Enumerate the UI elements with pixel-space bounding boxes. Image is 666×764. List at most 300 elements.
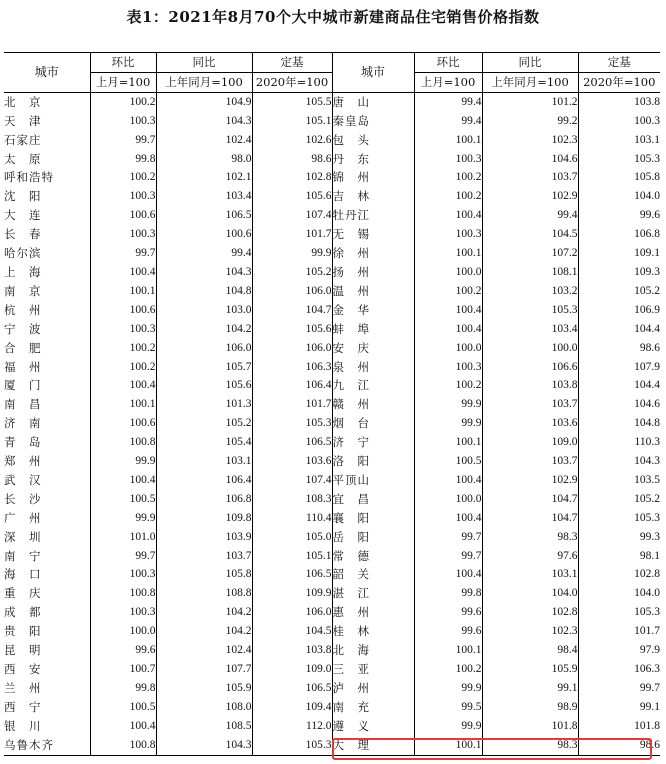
left-base-cell: 106.5 (252, 679, 332, 698)
left-city-cell: 厦 门 (4, 378, 42, 393)
right-base-cell: 109.1 (578, 244, 660, 263)
left-city-cell: 成 都 (4, 605, 42, 620)
right-base-cell: 101.7 (578, 622, 660, 641)
right-mom-cell: 100.4 (414, 301, 482, 320)
left-base-cell: 107.4 (252, 471, 332, 490)
table-row (4, 641, 660, 660)
yoy-subheader-left: 上年同月=100 (156, 72, 252, 92)
left-mom-cell: 100.3 (90, 565, 156, 584)
table-row (4, 414, 660, 433)
table-row (4, 584, 660, 603)
table-row (4, 490, 660, 509)
right-yoy-cell: 102.9 (482, 187, 578, 206)
left-yoy-cell: 108.0 (156, 698, 252, 717)
left-mom-cell: 100.7 (90, 660, 156, 679)
left-base-cell: 105.3 (252, 736, 332, 755)
right-base-cell: 109.3 (578, 263, 660, 282)
left-base-cell: 106.3 (252, 358, 332, 377)
left-yoy-cell: 99.4 (156, 244, 252, 263)
right-mom-cell: 100.1 (414, 131, 482, 150)
city-column-header-left: 城市 (4, 53, 90, 93)
table-title: 表1：2021年8月70个大中城市新建商品住宅销售价格指数 (126, 8, 540, 26)
right-base-cell: 99.6 (578, 206, 660, 225)
right-mom-cell: 100.4 (414, 471, 482, 490)
right-yoy-cell: 103.7 (482, 395, 578, 414)
right-yoy-cell: 102.8 (482, 603, 578, 622)
right-city-cell: 温 州 (332, 282, 414, 301)
table-row (4, 565, 660, 584)
right-yoy-cell: 103.1 (482, 565, 578, 584)
left-base-cell: 106.0 (252, 339, 332, 358)
left-yoy-cell: 103.7 (156, 547, 252, 566)
right-base-cell: 99.1 (578, 698, 660, 717)
right-city-cell: 扬 州 (332, 263, 414, 282)
right-base-cell: 104.0 (578, 187, 660, 206)
table-row (4, 679, 660, 698)
right-base-cell: 100.3 (578, 112, 660, 131)
left-mom-cell: 100.3 (90, 603, 156, 622)
left-base-cell: 101.7 (252, 395, 332, 414)
left-mom-cell: 100.4 (90, 263, 156, 282)
right-city-cell: 三 亚 (332, 660, 414, 679)
table-row (4, 660, 660, 679)
left-city-cell: 贵 阳 (4, 624, 42, 639)
left-base-cell: 106.0 (252, 603, 332, 622)
right-city-cell: 赣 州 (332, 395, 414, 414)
left-city-cell: 南 昌 (4, 397, 42, 412)
right-mom-cell: 100.2 (414, 282, 482, 301)
right-base-cell: 98.6 (578, 736, 660, 755)
right-mom-cell: 100.0 (414, 263, 482, 282)
right-base-cell: 105.3 (578, 150, 660, 169)
left-mom-cell: 100.6 (90, 301, 156, 320)
left-yoy-cell: 105.4 (156, 433, 252, 452)
right-city-cell: 徐 州 (332, 244, 414, 263)
left-city-cell: 昆 明 (4, 643, 42, 658)
left-yoy-cell: 106.5 (156, 206, 252, 225)
table-row (4, 622, 660, 641)
left-base-cell: 102.8 (252, 168, 332, 187)
left-yoy-cell: 105.8 (156, 565, 252, 584)
right-mom-cell: 100.1 (414, 736, 482, 755)
right-mom-cell: 100.0 (414, 490, 482, 509)
right-base-cell: 99.3 (578, 528, 660, 547)
table-row (4, 358, 660, 377)
left-base-cell: 103.8 (252, 641, 332, 660)
right-city-cell: 泸 州 (332, 679, 414, 698)
right-yoy-cell: 103.7 (482, 168, 578, 187)
table-row (4, 187, 660, 206)
left-mom-cell: 101.0 (90, 528, 156, 547)
left-mom-cell: 100.4 (90, 471, 156, 490)
right-mom-cell: 100.2 (414, 168, 482, 187)
left-base-cell: 112.0 (252, 717, 332, 736)
left-city-cell: 南 宁 (4, 548, 42, 563)
right-base-cell: 106.8 (578, 225, 660, 244)
right-mom-cell: 99.8 (414, 584, 482, 603)
right-city-cell: 桂 林 (332, 622, 414, 641)
right-city-cell: 安 庆 (332, 339, 414, 358)
right-base-cell: 104.3 (578, 452, 660, 471)
left-base-cell: 106.0 (252, 282, 332, 301)
left-mom-cell: 100.3 (90, 225, 156, 244)
left-mom-cell: 99.7 (90, 547, 156, 566)
left-yoy-cell: 104.2 (156, 622, 252, 641)
left-mom-cell: 99.7 (90, 244, 156, 263)
table-row (4, 471, 660, 490)
right-yoy-cell: 103.7 (482, 452, 578, 471)
right-yoy-cell: 104.7 (482, 490, 578, 509)
right-city-cell: 无 锡 (332, 225, 414, 244)
left-mom-cell: 100.5 (90, 698, 156, 717)
left-yoy-cell: 106.8 (156, 490, 252, 509)
left-mom-cell: 100.0 (90, 622, 156, 641)
left-yoy-cell: 103.0 (156, 301, 252, 320)
left-yoy-cell: 103.9 (156, 528, 252, 547)
left-yoy-cell: 102.4 (156, 131, 252, 150)
right-city-cell: 南 充 (332, 698, 414, 717)
left-mom-cell: 100.2 (90, 168, 156, 187)
right-mom-cell: 99.6 (414, 603, 482, 622)
left-base-cell: 104.5 (252, 622, 332, 641)
right-mom-cell: 99.7 (414, 547, 482, 566)
left-mom-cell: 99.6 (90, 641, 156, 660)
table-row (4, 509, 660, 528)
left-city-cell: 乌鲁木齐 (4, 736, 90, 755)
left-base-cell: 105.6 (252, 187, 332, 206)
right-yoy-cell: 100.0 (482, 339, 578, 358)
right-base-cell: 105.8 (578, 168, 660, 187)
table-row (4, 547, 660, 566)
left-city-cell: 重 庆 (4, 586, 42, 601)
right-yoy-cell: 102.3 (482, 131, 578, 150)
left-yoy-cell: 104.9 (156, 92, 252, 111)
table-row (4, 225, 660, 244)
right-mom-cell: 100.2 (414, 187, 482, 206)
right-base-cell: 103.5 (578, 471, 660, 490)
table-row (4, 603, 660, 622)
right-city-cell: 惠 州 (332, 603, 414, 622)
right-city-cell: 锦 州 (332, 168, 414, 187)
left-mom-cell: 100.8 (90, 433, 156, 452)
left-base-cell: 105.0 (252, 528, 332, 547)
right-city-cell: 遵 义 (332, 717, 414, 736)
left-mom-cell: 100.6 (90, 206, 156, 225)
right-base-cell: 105.3 (578, 509, 660, 528)
right-mom-cell: 99.4 (414, 112, 482, 131)
left-yoy-cell: 104.3 (156, 736, 252, 755)
city-column-header-right: 城市 (332, 53, 414, 93)
left-yoy-cell: 101.3 (156, 395, 252, 414)
left-base-cell: 102.6 (252, 131, 332, 150)
right-yoy-cell: 99.1 (482, 679, 578, 698)
table-row (4, 282, 660, 301)
left-yoy-cell: 102.4 (156, 641, 252, 660)
left-mom-cell: 100.8 (90, 584, 156, 603)
table-row (4, 150, 660, 169)
left-mom-cell: 100.6 (90, 414, 156, 433)
right-base-cell: 104.4 (578, 376, 660, 395)
left-mom-cell: 100.4 (90, 376, 156, 395)
left-base-cell: 109.4 (252, 698, 332, 717)
right-yoy-cell: 104.0 (482, 584, 578, 603)
right-yoy-cell: 98.3 (482, 736, 578, 755)
right-mom-cell: 100.3 (414, 358, 482, 377)
left-base-cell: 105.6 (252, 320, 332, 339)
left-city-cell: 长 沙 (4, 491, 42, 506)
right-yoy-cell: 109.0 (482, 433, 578, 452)
right-mom-cell: 100.1 (414, 433, 482, 452)
left-yoy-cell: 106.4 (156, 471, 252, 490)
table-row (4, 736, 660, 755)
right-yoy-cell: 98.3 (482, 528, 578, 547)
right-yoy-cell: 103.8 (482, 376, 578, 395)
left-yoy-cell: 103.1 (156, 452, 252, 471)
left-city-cell: 兰 州 (4, 680, 42, 695)
right-city-cell: 宜 昌 (332, 490, 414, 509)
table-row (4, 301, 660, 320)
left-city-cell: 沈 阳 (4, 189, 42, 204)
right-yoy-cell: 105.3 (482, 301, 578, 320)
right-mom-cell: 100.0 (414, 339, 482, 358)
left-city-cell: 呼和浩特 (4, 170, 54, 185)
left-city-cell: 南 京 (4, 283, 42, 298)
left-yoy-cell: 104.2 (156, 603, 252, 622)
left-yoy-cell: 104.2 (156, 320, 252, 339)
left-yoy-cell: 105.9 (156, 679, 252, 698)
table-row (4, 339, 660, 358)
right-base-cell: 104.0 (578, 584, 660, 603)
left-mom-cell: 99.8 (90, 150, 156, 169)
right-mom-cell: 100.4 (414, 206, 482, 225)
table-row (4, 717, 660, 736)
left-yoy-cell: 104.3 (156, 112, 252, 131)
right-yoy-cell: 105.9 (482, 660, 578, 679)
left-city-cell: 西 宁 (4, 699, 42, 714)
right-city-cell: 洛 阳 (332, 452, 414, 471)
right-city-cell: 泉 州 (332, 358, 414, 377)
right-base-cell: 106.3 (578, 660, 660, 679)
left-city-cell: 郑 州 (4, 454, 42, 469)
left-base-cell: 108.3 (252, 490, 332, 509)
right-city-cell: 常 德 (332, 547, 414, 566)
left-mom-cell: 100.2 (90, 92, 156, 111)
right-yoy-cell: 102.3 (482, 622, 578, 641)
left-city-cell: 天 津 (4, 113, 42, 128)
right-city-cell: 济 宁 (332, 433, 414, 452)
right-city-cell: 包 头 (332, 131, 414, 150)
table-row (4, 433, 660, 452)
mom-subheader-right: 上月=100 (414, 72, 482, 92)
left-yoy-cell: 103.4 (156, 187, 252, 206)
right-base-cell: 105.2 (578, 282, 660, 301)
left-yoy-cell: 105.7 (156, 358, 252, 377)
left-base-cell: 107.4 (252, 206, 332, 225)
left-mom-cell: 100.3 (90, 320, 156, 339)
left-base-cell: 101.7 (252, 225, 332, 244)
right-base-cell: 103.8 (578, 92, 660, 111)
left-city-cell: 银 川 (4, 718, 42, 733)
right-mom-cell: 100.1 (414, 641, 482, 660)
left-base-cell: 109.9 (252, 584, 332, 603)
left-base-cell: 104.7 (252, 301, 332, 320)
left-city-cell: 西 安 (4, 662, 42, 676)
right-city-cell: 北 海 (332, 641, 414, 660)
left-mom-cell: 100.1 (90, 282, 156, 301)
left-yoy-cell: 98.0 (156, 150, 252, 169)
left-mom-cell: 100.2 (90, 339, 156, 358)
right-city-cell: 烟 台 (332, 414, 414, 433)
mom-column-header-left: 环比 (90, 53, 156, 73)
left-yoy-cell: 106.0 (156, 339, 252, 358)
right-city-cell: 吉 林 (332, 187, 414, 206)
left-mom-cell: 99.9 (90, 452, 156, 471)
left-mom-cell: 100.5 (90, 490, 156, 509)
left-yoy-cell: 104.8 (156, 282, 252, 301)
left-base-cell: 105.5 (252, 92, 332, 111)
right-mom-cell: 99.7 (414, 528, 482, 547)
yoy-subheader-right: 上年同月=100 (482, 72, 578, 92)
right-base-cell: 110.3 (578, 433, 660, 452)
mom-subheader-left: 上月=100 (90, 72, 156, 92)
left-mom-cell: 100.4 (90, 717, 156, 736)
right-yoy-cell: 98.4 (482, 641, 578, 660)
table-row (4, 112, 660, 131)
left-yoy-cell: 108.5 (156, 717, 252, 736)
left-base-cell: 106.4 (252, 376, 332, 395)
right-mom-cell: 99.9 (414, 717, 482, 736)
left-city-cell: 深 圳 (4, 529, 42, 544)
right-yoy-cell: 101.2 (482, 92, 578, 111)
left-base-cell: 109.0 (252, 660, 332, 679)
right-base-cell: 98.6 (578, 339, 660, 358)
table-row (4, 698, 660, 717)
right-base-cell: 105.3 (578, 603, 660, 622)
left-city-cell: 广 州 (4, 510, 42, 525)
right-base-cell: 101.8 (578, 717, 660, 736)
right-city-cell: 唐 山 (332, 92, 414, 111)
right-yoy-cell: 104.7 (482, 509, 578, 528)
right-city-cell: 岳 阳 (332, 528, 414, 547)
base-subheader-right: 2020年=100 (578, 72, 660, 92)
right-base-cell: 104.8 (578, 414, 660, 433)
right-mom-cell: 100.2 (414, 376, 482, 395)
right-base-cell: 106.9 (578, 301, 660, 320)
right-yoy-cell: 103.6 (482, 414, 578, 433)
right-city-cell: 襄 阳 (332, 509, 414, 528)
left-city-cell: 大 连 (4, 208, 42, 223)
left-city-cell: 合 肥 (4, 340, 42, 355)
right-yoy-cell: 98.9 (482, 698, 578, 717)
mom-column-header-right: 环比 (414, 53, 482, 73)
right-yoy-cell: 101.8 (482, 717, 578, 736)
left-yoy-cell: 102.1 (156, 168, 252, 187)
table-row (4, 528, 660, 547)
right-mom-cell: 99.9 (414, 679, 482, 698)
right-yoy-cell: 104.6 (482, 150, 578, 169)
left-city-cell: 海 口 (4, 567, 42, 582)
left-city-cell: 长 春 (4, 227, 42, 242)
left-city-cell: 哈尔滨 (4, 246, 42, 261)
left-base-cell: 105.3 (252, 414, 332, 433)
yoy-column-header-left: 同比 (156, 53, 252, 73)
left-base-cell: 106.5 (252, 433, 332, 452)
right-yoy-cell: 107.2 (482, 244, 578, 263)
right-yoy-cell: 103.2 (482, 282, 578, 301)
left-yoy-cell: 100.6 (156, 225, 252, 244)
table-row (4, 376, 660, 395)
right-mom-cell: 100.4 (414, 320, 482, 339)
left-mom-cell: 100.3 (90, 187, 156, 206)
right-mom-cell: 100.4 (414, 509, 482, 528)
left-city-cell: 上 海 (4, 264, 42, 279)
left-mom-cell: 100.2 (90, 358, 156, 377)
left-city-cell: 济 南 (4, 416, 42, 431)
left-city-cell: 北 京 (4, 94, 42, 109)
left-yoy-cell: 104.3 (156, 263, 252, 282)
right-yoy-cell: 99.4 (482, 206, 578, 225)
left-base-cell: 99.9 (252, 244, 332, 263)
table-row (4, 244, 660, 263)
table-row (4, 206, 660, 225)
right-yoy-cell: 99.2 (482, 112, 578, 131)
right-base-cell: 99.7 (578, 679, 660, 698)
price-index-table (4, 52, 660, 756)
left-yoy-cell: 107.7 (156, 660, 252, 679)
table-row (4, 395, 660, 414)
right-yoy-cell: 102.9 (482, 471, 578, 490)
left-base-cell: 106.5 (252, 565, 332, 584)
right-mom-cell: 99.9 (414, 395, 482, 414)
left-city-cell: 武 汉 (4, 472, 42, 487)
right-city-cell: 平顶山 (332, 471, 414, 490)
left-city-cell: 青 岛 (4, 435, 42, 450)
table-row (4, 168, 660, 187)
table-row (4, 131, 660, 150)
right-mom-cell: 100.3 (414, 150, 482, 169)
right-yoy-cell: 108.1 (482, 263, 578, 282)
left-base-cell: 105.2 (252, 263, 332, 282)
left-mom-cell: 100.3 (90, 112, 156, 131)
base-subheader-left: 2020年=100 (252, 72, 332, 92)
right-yoy-cell: 103.4 (482, 320, 578, 339)
right-base-cell: 97.9 (578, 641, 660, 660)
right-city-cell: 丹 东 (332, 150, 414, 169)
right-city-cell: 大 理 (332, 736, 414, 755)
table-row (4, 92, 660, 111)
left-base-cell: 103.6 (252, 452, 332, 471)
right-city-cell: 秦皇岛 (332, 112, 414, 131)
right-city-cell: 湛 江 (332, 584, 414, 603)
right-mom-cell: 100.5 (414, 452, 482, 471)
right-city-cell: 牡丹江 (332, 206, 414, 225)
left-base-cell: 105.1 (252, 112, 332, 131)
left-city-cell: 福 州 (4, 359, 42, 374)
right-mom-cell: 100.1 (414, 244, 482, 263)
right-mom-cell: 99.4 (414, 92, 482, 111)
right-yoy-cell: 106.6 (482, 358, 578, 377)
right-base-cell: 104.4 (578, 320, 660, 339)
left-mom-cell: 99.7 (90, 131, 156, 150)
yoy-column-header-right: 同比 (482, 53, 578, 73)
base-column-header-left: 定基 (252, 53, 332, 73)
left-city-cell: 宁 波 (4, 321, 42, 336)
right-city-cell: 蚌 埠 (332, 320, 414, 339)
left-yoy-cell: 109.8 (156, 509, 252, 528)
right-mom-cell: 100.3 (414, 225, 482, 244)
left-mom-cell: 100.8 (90, 736, 156, 755)
table-row (4, 452, 660, 471)
